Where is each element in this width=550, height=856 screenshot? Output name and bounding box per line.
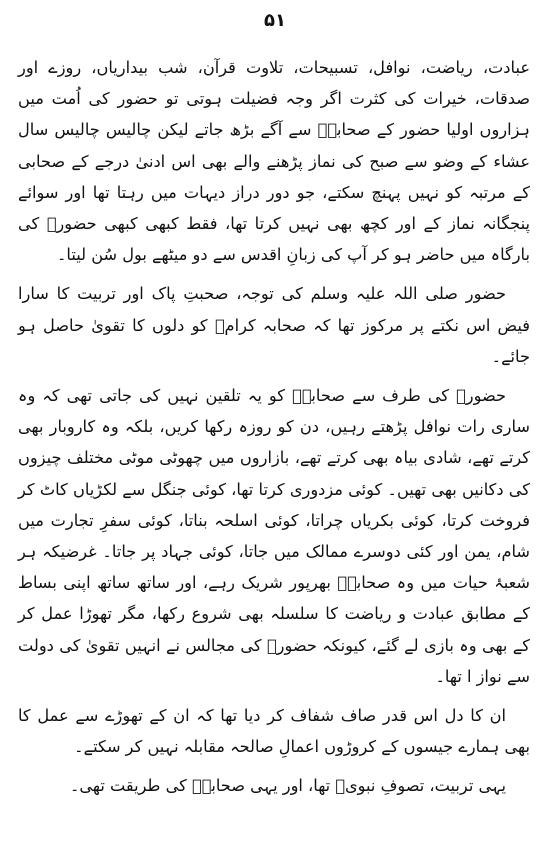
paragraph-2: حضور صلی اللہ علیہ وسلم کی توجہ، صحبتِ پاک اور تربیت کا سارا فیض اس نکتے پر مرکوز تھا کہ صحابہ کرامؓ کو دلوں کا تقویٰ حاصل ہو جائے۔ — [18, 284, 530, 366]
page-body-text — [18, 52, 530, 802]
paragraph-5: یہی تربیت، تصوفِ نبویؐ تھا، اور یہی صحابہؓ کی طریقت تھی۔ — [69, 776, 506, 796]
page-number: ۵۱ — [264, 10, 286, 31]
paragraph-3: حضورؐ کی طرف سے صحابہؓ کو یہ تلقین نہیں کی جاتی تھی کہ وہ ساری رات نوافل پڑھتے رہیں، دن کو روزہ رکھا کریں، بلکہ وہ کاروبار بھی کرتے تھے، شادی بیاہ بھی کرتے تھے، بازاروں میں چھوٹی موٹی مختلف چیزوں کی دکانیں بھی تھیں۔ کوئی مزدوری کرتا تھا، کوئی جنگل سے لکڑیاں کاٹ کر فروخت کرتا، کوئی بکریاں چراتا، کوئی اسلحہ بناتا، کوئی سفرِ تجارت میں شام، یمن اور کئی دوسرے ممالک میں جاتا، کوئی جہاد پر جاتا۔ غرضیکہ ہر شعبۂ حیات میں وہ صحابہؓ بھرپور شریک رہے، اور ساتھ ساتھ اپنی بساط کے مطابق عبادت و ریاضت کا سلسلہ بھی شروع رکھا، مگر تھوڑا عمل کر کے بھی وہ بازی لے گئے، کیونکہ حضورؐ کی مجالس نے انہیں تقویٰ کی دولت سے نواز ا تھا۔ — [18, 386, 530, 686]
paragraph-4: ان کا دل اس قدر صاف شفاف کر دیا تھا کہ ان کے تھوڑے سے عمل کا بھی ہمارے جیسوں کے کروڑوں اعمالِ صالحہ مقابلہ نہیں کر سکتے۔ — [18, 706, 530, 757]
paragraph-1: عبادت، ریاضت، نوافل، تسبیحات، تلاوت قرآن، شب بیداریاں، روزے اور صدقات، خیرات کی کثرت اگر وجہ فضیلت ہوتی تو حضور کی اُمت میں ہزاروں اولیا حضور کے صحابہؓ سے آگے بڑھ جاتے لیکن چالیس چالیس سال عشاء کے وضو سے صبح کی نماز پڑھنے والے بھی اس ادنیٰ درجے کے صحابی کے مرتبہ کو نہیں پہنچ سکتے، جو دور دراز دیہات میں رہتا تھا اور سوائے پنجگانہ نماز کے اور کچھ بھی نہیں کرتا تھا، فقط کبھی کبھی حضورؐ کی بارگاہ میں حاضر ہو کر آپ کی زبانِ اقدس سے دو میٹھے بول سُن لیتا۔ — [18, 58, 530, 265]
